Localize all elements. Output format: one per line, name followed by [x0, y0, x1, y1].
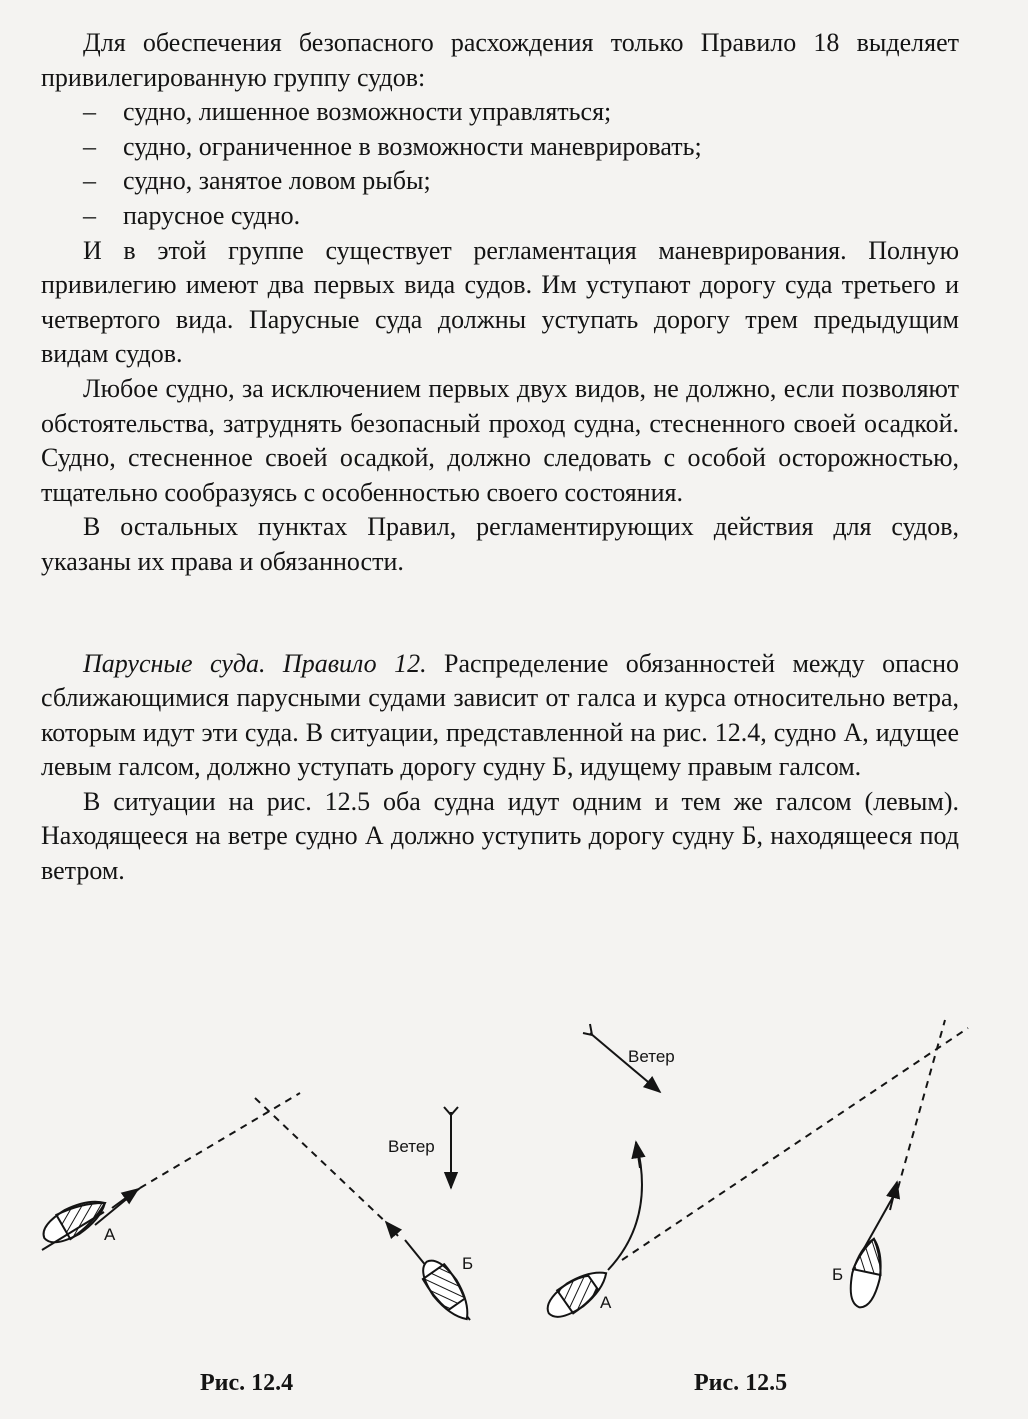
wind-arrow-tail-12-4 — [444, 1107, 458, 1115]
list-item: – парусное судно. — [83, 200, 301, 230]
vessel-b-arrow-2 — [890, 1182, 897, 1210]
vessel-b-label-12-5: Б — [832, 1265, 844, 1284]
figure-12-5 — [541, 1020, 968, 1325]
paragraph-fig-12-5: В ситуации на рис. 12.5 оба судна идут одним и тем же галсом (левым). Находящееся на ветре судно А должно уступить дорогу судну Б, находящееся под ветром. — [41, 786, 959, 886]
vessel-b-hull-2 — [846, 1236, 888, 1310]
paragraph-draught: Любое судно, за исключением первых двух видов, не должно, если позволяют обстоятельства, затруднять безопасный проход судна, стесненного своей осадкой. Судно, стесненное своей осадкой, должно следовать с особой осторожностью, тщательно сообразуясь с особенностью своего состояния. — [41, 373, 959, 507]
vessel-a-arrow — [112, 1189, 138, 1208]
vessel-a-label-12-5: А — [600, 1293, 612, 1312]
vessel-b-course-dashed-2 — [898, 1020, 945, 1188]
vessel-b-label-12-4: Б — [462, 1254, 474, 1273]
vessel-b-course-dashed — [255, 1098, 392, 1228]
page-text — [41, 26, 959, 889]
paragraph-rule-18: Для обеспечения безопасного расхождения только Правило 18 выделяет привилегированную группу судов: — [41, 28, 959, 92]
list-item: – судно, занятое ловом рыбы; — [83, 166, 431, 196]
paragraph-other-rules: В остальных пунктах Правил, регламентирующих действия для судов, указаны их права и обязанности. — [41, 512, 959, 576]
wind-label-12-4: Ветер — [388, 1137, 435, 1156]
rule-12-heading: Парусные суда. Правило 12. — [83, 648, 427, 678]
caption-fig-12-5: Рис. 12.5 — [694, 1370, 788, 1396]
privileged-vessels-list — [41, 95, 959, 233]
vessel-b-arrow — [386, 1222, 398, 1236]
vessel-a-curve — [608, 1145, 642, 1270]
figure-12-4 — [37, 1093, 478, 1327]
vessel-a-label-12-4: А — [104, 1225, 116, 1244]
figures-drawing — [0, 1000, 1028, 1419]
paragraph-rule-12: Парусные суда. Правило 12. Распределение обязанностей между опасно сближающимися парусными судами зависит от галса и курса относительно ветра, которым идут эти суда. В ситуации, представленной на рис. 12.4, судно А, идущее левым галсом, должно уступать дорогу судну Б, идущему правым галсом. — [41, 648, 959, 782]
paragraph-regulation: И в этой группе существует регламентация маневрирования. Полную привилегию имеют два первых вида судов. Им уступают дорогу суда третьего и четвертого вида. Парусные суда должны уступать дорогу трем предыдущим видам судов. — [41, 235, 959, 369]
caption-fig-12-4: Рис. 12.4 — [200, 1370, 294, 1396]
vessel-a-course-dashed — [140, 1093, 300, 1188]
figures — [0, 1000, 1028, 1419]
wind-label-12-5: Ветер — [628, 1047, 675, 1066]
list-item: – судно, лишенное возможности управляться; — [83, 97, 612, 127]
list-item: – судно, ограниченное в возможности маневрировать; — [83, 131, 702, 161]
